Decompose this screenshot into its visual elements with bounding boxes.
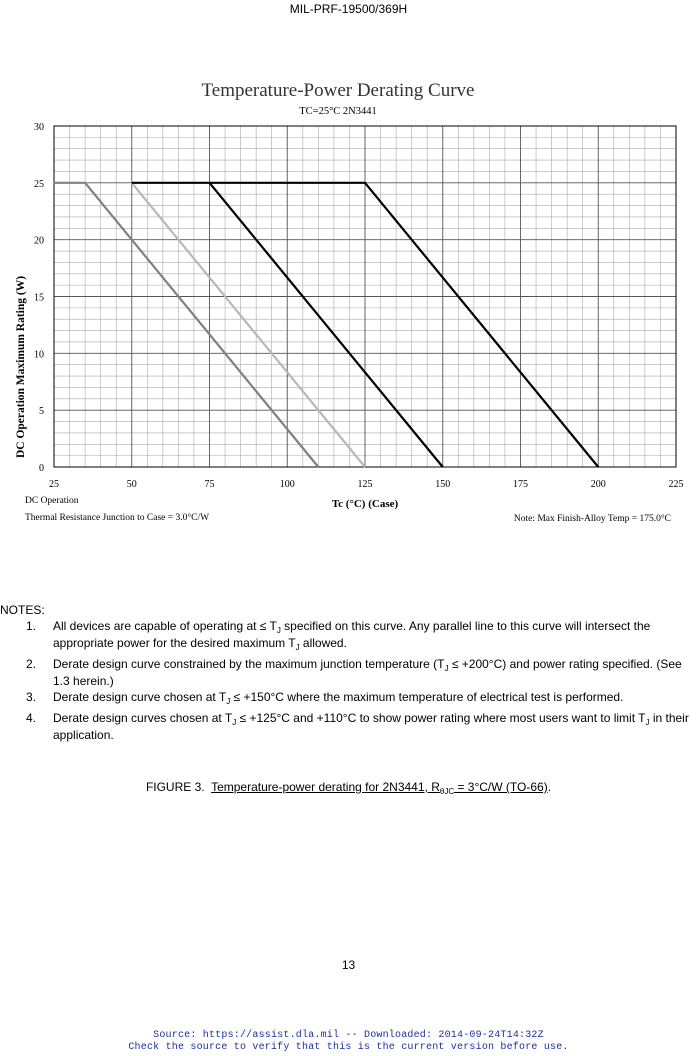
note-number: 1. <box>26 619 37 633</box>
y-axis-label: DC Operation Maximum Rating (W) <box>15 275 27 459</box>
y-tick-label: 15 <box>34 292 44 304</box>
note-item <box>26 656 696 692</box>
x-tick-label: 175 <box>513 479 528 490</box>
note-number: 3. <box>26 690 37 704</box>
x-axis-label: Tc (°C) (Case) <box>331 498 399 510</box>
note-text: Derate design curve chosen at $T_J \le +150^\circ C$ where the maximum temperature of electrical test is performed. <box>53 690 624 706</box>
note-text: Derate design curves chosen at $T_J \le +125^\circ C$ and +110°C to show power rating where most users want to limit $T_J$ in their application. <box>53 711 689 742</box>
y-tick-label: 25 <box>34 178 44 190</box>
x-tick-label: 200 <box>590 479 606 490</box>
x-tick-labels <box>49 479 684 490</box>
x-tick-label: 25 <box>49 479 59 490</box>
x-tick-label: 150 <box>435 479 451 490</box>
y-tick-label: 20 <box>34 235 44 247</box>
footer-source-line: Source: https://assist.dla.mil -- Downloaded: 2014-09-24T14:32Z <box>153 1030 544 1041</box>
annotation-thermal-resistance: Thermal Resistance Junction to Case = 3.0°C/W <box>25 513 210 523</box>
y-tick-label: 10 <box>34 349 44 361</box>
note-text: Derate design curve constrained by the maximum junction temperature $(T_J \le +200^\circ C)$ and power rating specified. (See 1.3 herein.) <box>53 657 682 688</box>
x-tick-label: 125 <box>357 479 373 490</box>
note-text: All devices are capable of operating at ≤ $T_J$ specified on this curve. Any parallel line to this curve will intersect the appropriate power for the desired maximum $T_J$ allowed. <box>53 619 651 652</box>
y-tick-label: 5 <box>39 406 44 418</box>
note-item <box>26 689 696 707</box>
y-tick-label: 0 <box>39 463 44 474</box>
annotation-dc-operation: DC Operation <box>25 496 79 506</box>
x-tick-label: 75 <box>204 479 215 490</box>
y-tick-label: 30 <box>34 122 44 133</box>
series-lines <box>54 183 598 467</box>
figure-title: Temperature-power derating for 2N3441, $R_{\theta JC} = 3^\circ C/W$ (TO-66) <box>211 780 548 796</box>
y-tick-labels <box>34 122 44 474</box>
notes-title: NOTES: <box>0 603 45 617</box>
note-item <box>26 618 696 654</box>
footer-check-line: Check the source to verify that this is the current version before use. <box>128 1042 569 1053</box>
derating-chart <box>0 70 697 540</box>
document-id-header: MIL-PRF-19500/369H <box>289 2 408 16</box>
page-number: 13 <box>341 958 356 972</box>
x-tick-label: 100 <box>279 479 295 490</box>
chart-title: Temperature-Power Derating Curve <box>201 80 475 101</box>
x-tick-label: 50 <box>126 479 137 490</box>
note-item <box>26 710 696 746</box>
source-footer <box>0 1030 697 1054</box>
series-line-4 <box>210 183 599 467</box>
annotation-max-finish-temp: Note: Max Finish-Alloy Temp = 175.0°C <box>513 514 671 524</box>
note-number: 4. <box>26 711 37 725</box>
x-tick-label: 225 <box>668 479 684 490</box>
chart-subtitle: TC=25°C 2N3441 <box>299 106 377 117</box>
figure-caption: FIGURE 3. Temperature-power derating for 2N3441, $R_{\theta JC} = 3^\circ C/W$ (TO-66). <box>145 780 552 796</box>
series-line-1 <box>54 183 318 467</box>
figure-label: FIGURE 3. <box>145 780 205 794</box>
series-line-2 <box>132 183 365 467</box>
note-number: 2. <box>26 657 37 671</box>
